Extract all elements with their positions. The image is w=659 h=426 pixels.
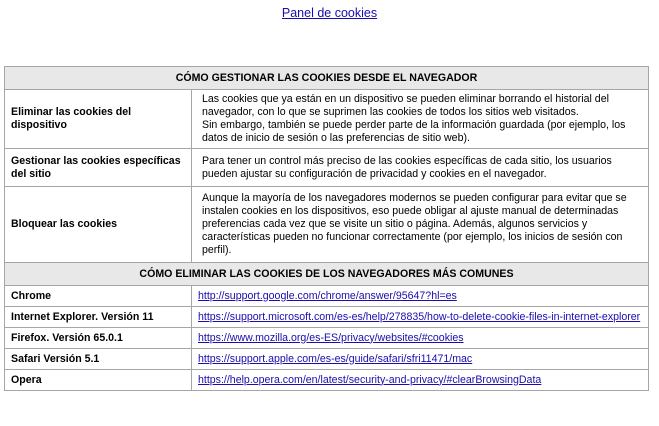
browser-help-link[interactable]: http://support.google.com/chrome/answer/95647?hl=es <box>198 289 457 302</box>
section-title-manage-cookies: CÓMO GESTIONAR LAS COOKIES DESDE EL NAVEGADOR <box>5 67 649 90</box>
browser-link-cell <box>192 307 649 328</box>
table-row <box>5 307 649 328</box>
row-text-delete-cookies <box>192 90 649 149</box>
table-row <box>5 90 649 149</box>
row-text-site-cookies: Para tener un control más preciso de las cookies específicas de cada sitio, los usuarios pueden ajustar su configuración de privacidad y cookies en el navegador. <box>192 149 649 187</box>
browser-name: Safari Versión 5.1 <box>5 349 192 370</box>
browser-link-cell <box>192 370 649 391</box>
browser-link-cell <box>192 286 649 307</box>
cookie-panel-link[interactable]: Panel de cookies <box>281 6 378 20</box>
section-header-row <box>5 67 649 90</box>
table-row <box>5 370 649 391</box>
browser-help-link[interactable]: https://www.mozilla.org/es-ES/privacy/websites/#cookies <box>198 331 464 344</box>
browser-name: Internet Explorer. Versión 11 <box>5 307 192 328</box>
row-text-paragraph: Las cookies que ya están en un dispositivo se pueden eliminar borrando el historial del navegador, con lo que se suprimen las cookies de todos los sitios web visitados. <box>202 93 609 118</box>
browser-name: Firefox. Versión 65.0.1 <box>5 328 192 349</box>
row-text-block-cookies: Aunque la mayoría de los navegadores modernos se pueden configurar para evitar que se instalen cookies en los dispositivos, eso puede obligar al ajuste manual de determinadas preferencias cada vez que se visite un sitio o página. Además, algunos servicios y características pueden no funcionar correctamente (por ejemplo, los inicios de sesión con perfil). <box>192 187 649 263</box>
browser-name: Chrome <box>5 286 192 307</box>
browser-help-link[interactable]: https://support.microsoft.com/es-es/help/278835/how-to-delete-cookie-files-in-internet-explorer <box>198 310 641 323</box>
top-link-container <box>0 6 659 20</box>
browser-link-cell <box>192 328 649 349</box>
table-row <box>5 286 649 307</box>
row-text-paragraph: Sin embargo, también se puede perder parte de la información guardada (por ejemplo, los datos de inicio de sesión o las preferencias de sitio web). <box>202 119 626 144</box>
table-row <box>5 187 649 263</box>
section-title-delete-browser-cookies: CÓMO ELIMINAR LAS COOKIES DE LOS NAVEGADORES MÁS COMUNES <box>5 263 649 286</box>
section-header-row <box>5 263 649 286</box>
row-label-delete-cookies: Eliminar las cookies del dispositivo <box>5 90 192 149</box>
browser-link-cell <box>192 349 649 370</box>
table-row <box>5 149 649 187</box>
row-label-site-cookies: Gestionar las cookies específicas del sitio <box>5 149 192 187</box>
browser-name: Opera <box>5 370 192 391</box>
cookies-table <box>4 66 649 391</box>
browser-help-link[interactable]: https://help.opera.com/en/latest/security-and-privacy/#clearBrowsingData <box>198 373 542 386</box>
browser-help-link[interactable]: https://support.apple.com/es-es/guide/safari/sfri11471/mac <box>198 352 473 365</box>
row-label-block-cookies: Bloquear las cookies <box>5 187 192 263</box>
table-row <box>5 349 649 370</box>
table-row <box>5 328 649 349</box>
